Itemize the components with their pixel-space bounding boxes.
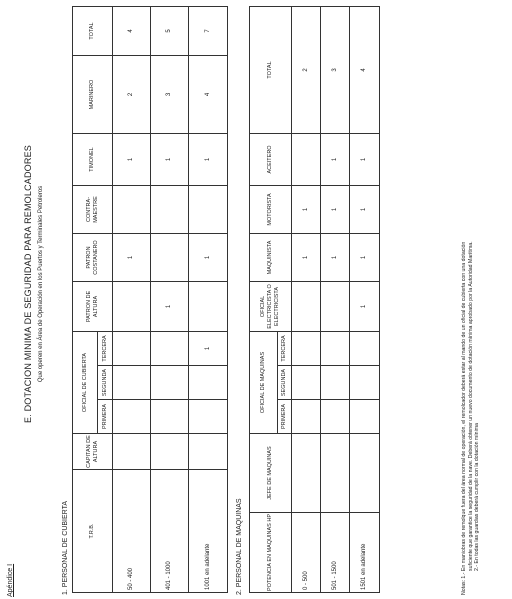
table-row <box>113 7 151 593</box>
marinero-cell: 2 <box>113 56 151 134</box>
electricista-cell <box>321 281 350 331</box>
timonel-cell: 1 <box>189 134 228 186</box>
header-maquinista: MAQUINISTA <box>250 233 292 281</box>
marinero-cell: 3 <box>151 56 189 134</box>
maquinista-cell: 1 <box>350 233 380 281</box>
tercera-cell <box>350 331 380 365</box>
appendix-label: Apéndice I <box>7 563 14 597</box>
patron-costanero-cell <box>151 234 189 282</box>
primera-cell <box>189 400 228 434</box>
primera-cell <box>350 400 380 434</box>
total-cell: 3 <box>321 6 350 133</box>
segunda-cell <box>350 366 380 400</box>
table-row <box>350 6 380 592</box>
engine-crew-table <box>249 6 380 593</box>
header-tercera: TERCERA <box>98 332 113 366</box>
tercera-cell <box>292 331 321 365</box>
header-tercera: TERCERA <box>278 331 292 365</box>
footnotes <box>461 10 481 595</box>
header-patron-costanero: PATRON COSTANERO <box>73 234 113 282</box>
patron-costanero-cell: 1 <box>113 234 151 282</box>
trb-cell: 1001 en adelante <box>189 470 228 593</box>
header-total: TOTAL <box>250 6 292 133</box>
patron-altura-cell: 1 <box>151 282 189 332</box>
note-1-line-1: Notas: 1.- En maniobras de remolque fuera del área normal de operación, el remolcador deberá estar al mando de un oficial de cubierta con una dotación <box>461 241 467 595</box>
jefe-cell <box>350 434 380 513</box>
segunda-cell <box>189 366 228 400</box>
header-jefe-maquinas: JEFE DE MAQUINAS <box>250 434 292 513</box>
section1-title: 1. PERSONAL DE CUBIERTA <box>62 500 69 595</box>
total-cell: 2 <box>292 6 321 133</box>
header-oficial-cubierta: OFICIAL DE CUBIERTA <box>73 332 98 434</box>
aceitero-cell: 1 <box>350 133 380 185</box>
aceitero-cell <box>292 133 321 185</box>
motorista-cell: 1 <box>321 185 350 233</box>
patron-costanero-cell: 1 <box>189 234 228 282</box>
timonel-cell: 1 <box>113 134 151 186</box>
header-primera: PRIMERA <box>278 400 292 434</box>
header-segunda: SEGUNDA <box>98 366 113 400</box>
contramaestre-cell <box>189 186 228 234</box>
jefe-cell <box>292 434 321 513</box>
contramaestre-cell <box>151 186 189 234</box>
motorista-cell: 1 <box>350 185 380 233</box>
table-row <box>292 6 321 592</box>
header-timonel: TIMONEL <box>73 134 113 186</box>
note-1-line-2: suficiente que garantice la seguridad de la nave. Deberá obtener un nuevo documento de dotación mínima aprobado por la Autoridad Marítima. <box>467 241 474 571</box>
header-capitan: CAPITAN DE ALTURA <box>73 434 113 470</box>
marinero-cell: 4 <box>189 56 228 134</box>
primera-cell <box>113 400 151 434</box>
trb-cell: 401 - 1000 <box>151 470 189 593</box>
total-cell: 5 <box>151 7 189 56</box>
tercera-cell <box>151 332 189 366</box>
tercera-cell: 1 <box>189 332 228 366</box>
patron-altura-cell <box>189 282 228 332</box>
segunda-cell <box>321 366 350 400</box>
deck-crew-table <box>72 6 228 593</box>
tercera-cell <box>113 332 151 366</box>
capitan-cell <box>151 434 189 470</box>
patron-altura-cell <box>113 282 151 332</box>
potencia-cell: 1501 en adelante <box>350 513 380 593</box>
potencia-cell: 0 - 500 <box>292 513 321 593</box>
maquinista-cell: 1 <box>292 233 321 281</box>
segunda-cell <box>151 366 189 400</box>
primera-cell <box>321 400 350 434</box>
potencia-cell: 501 - 1500 <box>321 513 350 593</box>
total-cell: 4 <box>350 6 380 133</box>
header-total: TOTAL <box>73 7 113 56</box>
header-primera: PRIMERA <box>98 400 113 434</box>
header-contramaestre: CONTRA-MAESTRE <box>73 186 113 234</box>
segunda-cell <box>113 366 151 400</box>
total-cell: 4 <box>113 7 151 56</box>
electricista-cell: 1 <box>350 281 380 331</box>
header-motorista: MOTORISTA <box>250 185 292 233</box>
segunda-cell <box>292 366 321 400</box>
header-potencia: POTENCIA EN MAQUINAS HP <box>250 513 292 593</box>
header-segunda: SEGUNDA <box>278 366 292 400</box>
section2-title: 2. PERSONAL DE MAQUINAS <box>236 498 243 595</box>
maquinista-cell: 1 <box>321 233 350 281</box>
capitan-cell <box>189 434 228 470</box>
header-patron-altura: PATRON DE ALTURA <box>73 282 113 332</box>
timonel-cell: 1 <box>151 134 189 186</box>
document-subtitle: Que operen en Área de Operación en los Puertos y Terminales Petroleros <box>38 185 44 383</box>
primera-cell <box>151 400 189 434</box>
jefe-cell <box>321 434 350 513</box>
electricista-cell <box>292 281 321 331</box>
aceitero-cell: 1 <box>321 133 350 185</box>
header-oficial-maquinas: OFICIAL DE MAQUINAS <box>250 331 278 433</box>
document-title: E. DOTACION MINIMA DE SEGURIDAD PARA REMOLCADORES <box>23 145 33 424</box>
primera-cell <box>292 400 321 434</box>
trb-cell: 50 - 400 <box>113 470 151 593</box>
contramaestre-cell <box>113 186 151 234</box>
header-marinero: MARINERO <box>73 56 113 134</box>
capitan-cell <box>113 434 151 470</box>
note-2: 2.- En todas las guardias deberá cumplir con la dotación mínima <box>474 423 481 571</box>
table-row <box>189 7 228 593</box>
header-trb: T.R.B. <box>73 470 113 593</box>
header-electricista: OFICIAL ELECTRICISTA O ELECTRICISTA <box>250 281 292 331</box>
header-aceitero: ACEITERO <box>250 133 292 185</box>
table-row <box>151 7 189 593</box>
table-row <box>321 6 350 592</box>
total-cell: 7 <box>189 7 228 56</box>
motorista-cell: 1 <box>292 185 321 233</box>
tercera-cell <box>321 331 350 365</box>
